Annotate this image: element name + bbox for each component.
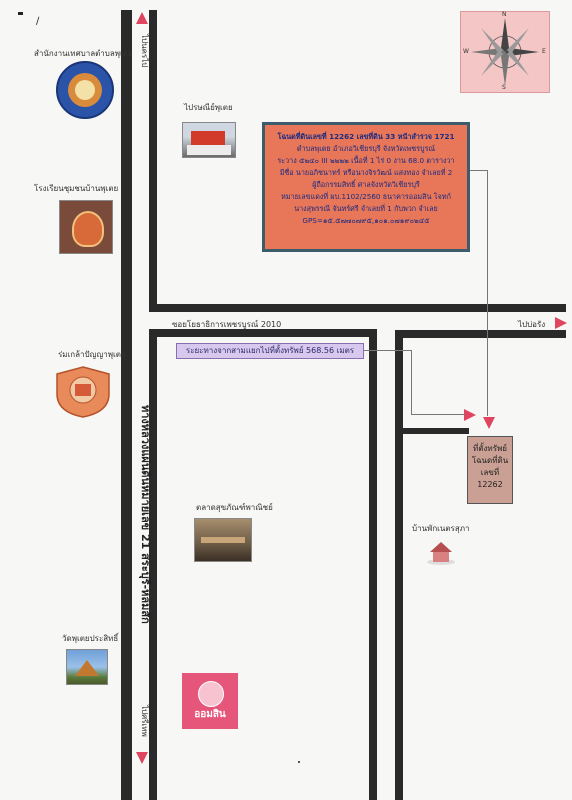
property-location-box	[467, 436, 513, 504]
arrow-east	[555, 317, 567, 329]
side-road-vertical-right	[369, 329, 377, 800]
info-line: โฉนดที่ดินเลขที่ 12262 เลขที่ดิน 33 หน้าสำรวจ 1721	[277, 132, 455, 141]
property-line: โฉนดที่ดิน	[471, 456, 509, 465]
house-label: บ้านพักเนตรสุภา	[412, 524, 470, 533]
property-info-box	[262, 122, 470, 252]
bank-logo	[182, 673, 238, 729]
municipal-seal-icon	[56, 61, 114, 119]
market-photo	[194, 518, 252, 562]
compass-s: S	[502, 84, 506, 91]
scan-dot	[298, 761, 300, 763]
side-road-label: ซอยโยธาธิการเพชรบูรณ์ 2010	[172, 320, 282, 329]
post-office-photo	[182, 122, 236, 158]
arrow-property	[464, 409, 476, 421]
scan-mark: ∕	[36, 16, 40, 27]
infobox-connector	[470, 170, 488, 171]
distance-connector	[411, 414, 465, 415]
property-line: เลขที่	[480, 468, 500, 477]
temple-label: วัดพุเตยประสิทธิ์	[62, 634, 119, 643]
market-label: ตลาดสุขภัณฑ์พาณิชย์	[196, 503, 273, 512]
distance-label: ระยะทางจากสามแยกไปที่ตั้งทรัพย์ 568.56 เมตร	[176, 343, 364, 359]
property-road-horizontal	[395, 330, 566, 338]
arrow-south	[136, 752, 148, 764]
compass-w: W	[463, 48, 469, 55]
to-south-label: ไปศรีเทพ	[140, 705, 149, 737]
house-icon	[426, 538, 456, 566]
property-line: 12262	[477, 480, 503, 489]
school-emblem-icon	[59, 200, 113, 254]
post-office-label: ไปรษณีย์พุเตย	[184, 103, 233, 112]
property-line: ที่ตั้งทรัพย์	[473, 444, 507, 453]
info-line: GPS=๑๕.๕๗๗๐๗๙๕,๑๐๑.๐๗๑๙๐๒๔๕	[302, 216, 430, 225]
compass-e: E	[542, 48, 546, 55]
info-line: ระวาง ๕๒๔๐ III ๒๒๒๒ เนื้อที่ 1 ไร่ 0 งาน 68.0 ตารางวา	[277, 156, 455, 165]
info-line: ตำบลพุเตย อำเภอวิเชียรบุรี จังหวัดเพชรบูรณ์	[296, 144, 436, 153]
school-label: โรงเรียนชุมชนบ้านพุเตย	[34, 184, 119, 193]
highway-21-road	[121, 10, 132, 800]
police-label: ร่มเกล้าปัญญาพุเตย	[58, 350, 126, 359]
property-access-road	[403, 428, 469, 434]
arrow-property-down	[483, 417, 495, 429]
info-line: ผู้ถือกรรมสิทธิ์ ศาลจังหวัดวิเชียรบุรี	[312, 180, 420, 189]
bank-logo-text: ออมสิน	[194, 709, 226, 720]
arrow-north	[136, 12, 148, 24]
distance-connector	[362, 350, 412, 351]
infobox-connector	[487, 170, 488, 416]
highway-label: ทางหลวงแผ่นดินหมายเลข 21 สระบุรี-หล่มสัก	[139, 405, 152, 624]
distance-connector	[411, 350, 412, 414]
property-road-vertical	[395, 330, 403, 800]
east-road	[149, 304, 566, 312]
to-north-label: ไปนครไป	[140, 34, 149, 68]
info-line: มีชื่อ นายอภิชนาทร์ หรือนางจิรวัฒน์ แสงทอง จำเลยที่ 2	[279, 168, 453, 177]
compass-star-icon	[461, 12, 549, 92]
to-east-label: ไปบ่อรัง	[518, 320, 546, 329]
temple-photo	[66, 649, 108, 685]
info-line: หมายเลขแดงที่ ผบ.1102/2560 ธนาคารออมสิน โจทก์	[281, 192, 451, 201]
compass-n: N	[502, 11, 507, 18]
police-badge-icon	[55, 366, 111, 418]
info-line: นางสุพรรณี จันทร์ศรี จำเลยที่ 1 กับพวก จำเลย	[294, 204, 438, 213]
compass-rose	[460, 11, 550, 93]
municipal-label: สำนักงานเทศบาลตำบลพุเตย	[34, 49, 133, 58]
scan-mark	[18, 12, 23, 15]
